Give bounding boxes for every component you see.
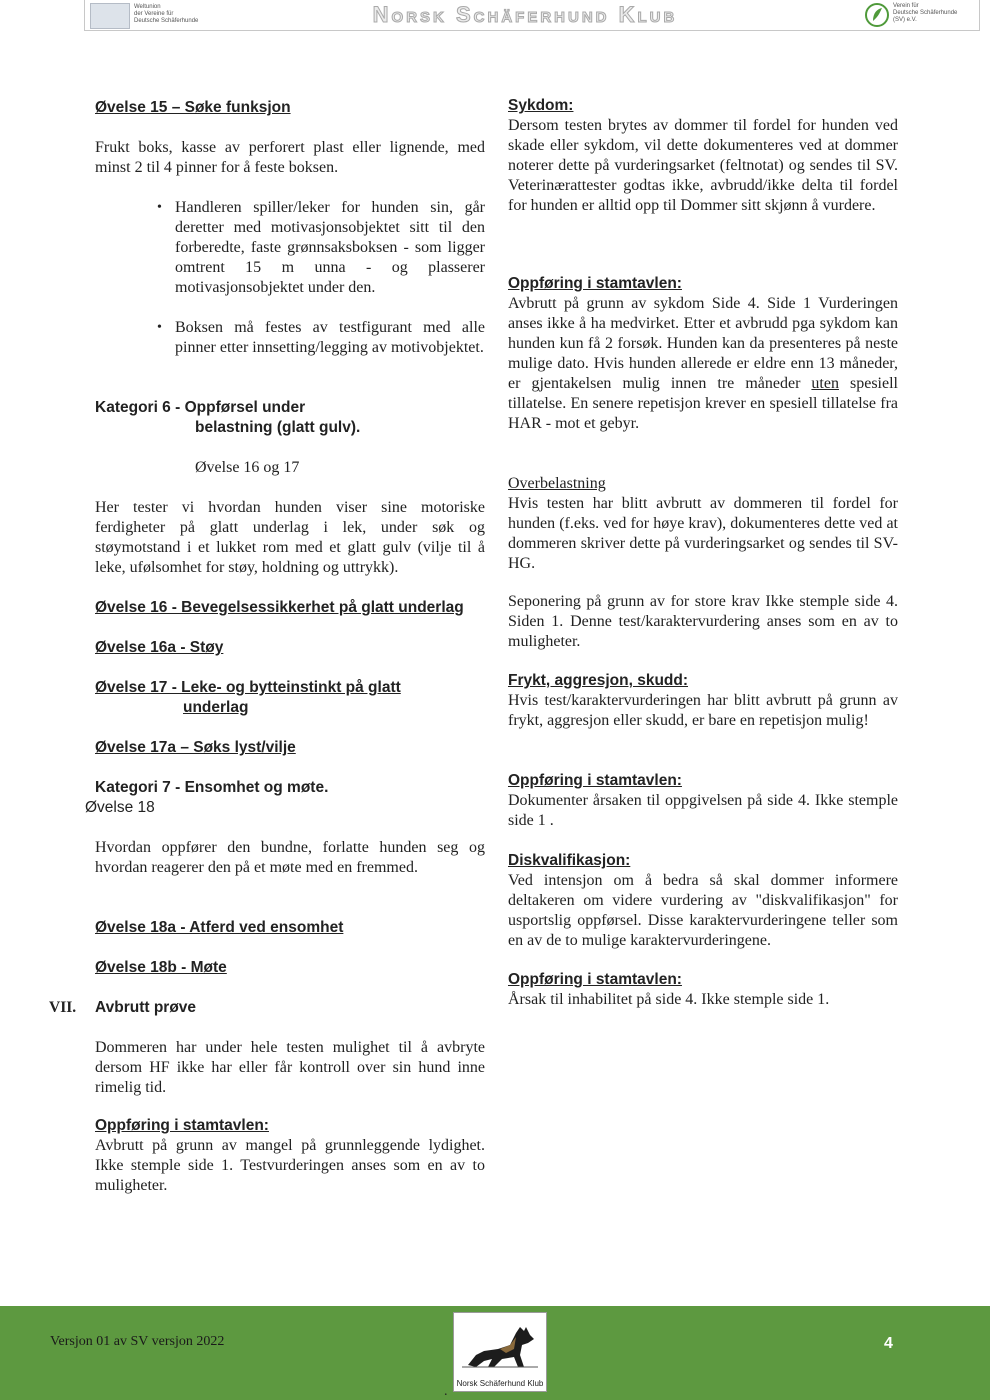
paragraph-ovelse-18: Hvordan oppfører den bundne, forlatte hunden seg og hvordan reagerer den på et møte med en fremmed. <box>95 839 485 876</box>
page-footer <box>0 1306 990 1400</box>
heading-diskvalifikasjon: Diskvalifikasjon: <box>508 852 631 869</box>
heading-oppforing-stamtavlen: Oppføring i stamtavlen: <box>508 971 682 988</box>
heading-ovelse-16: Øvelse 16 - Bevegelsessikkerhet på glatt underlag <box>95 599 464 616</box>
version-text: Versjon 01 av SV versjon 2022 <box>50 1334 225 1349</box>
bullet-icon: • <box>157 320 162 335</box>
paragraph-ovelse-15: Frukt boks, kasse av perforert plast eller lignende, med minst 2 til 4 pinner for å feste boksen. <box>95 139 485 176</box>
sv-logo-text: Verein für Deutsche Schäferhunde (SV) e.V. <box>893 3 958 23</box>
heading-frykt: Frykt, aggresjon, skudd: <box>508 672 689 689</box>
section-number: VII. <box>49 999 77 1016</box>
paragraph-ovelse-16-17: Her tester vi hvordan hunden viser sine motoriske ferdigheter på glatt underlag i lek, under søk og støymotstand i et lukket rom med et glatt gulv (vilje til å leke, ufølsomhet for støy, holdning og uttrykk). <box>95 499 485 576</box>
heading-kategori-6: Kategori 6 - Oppførsel under <box>95 399 306 416</box>
bullet-icon: • <box>157 200 162 215</box>
paragraph-oppforing-disk: Årsak til inhabilitet på side 4. Ikke stemple side 1. <box>508 991 830 1008</box>
bullet-text-1: Handleren spiller/leker for hunden sin, går deretter med motivasjonsobjektet sitt til den forberedte, faste grønnsaksboksen - som ligger omtrent 15 m unna - og plasserer motivasjonsobjektet under den. <box>175 199 485 296</box>
bullet-item <box>157 198 485 298</box>
heading-ovelse-18a: Øvelse 18a - Atferd ved ensomhet <box>95 919 344 936</box>
paragraph-oppforing-stamtavlen: Avbrutt på grunn av mangel på grunnleggende lydighet. Ikke stemple side 1. Testvurderingen anses som en av to muligheter. <box>95 1137 485 1194</box>
heading-oppforing-stamtavlen: Oppføring i stamtavlen: <box>95 1117 269 1134</box>
german-shepherd-icon <box>454 1315 546 1379</box>
paragraph-oppforing-sykdom <box>508 294 898 434</box>
heading-kategori-7: Kategori 7 - Ensomhet og møte. <box>95 779 329 796</box>
page-header <box>84 0 980 31</box>
heading-ovelse-15: Øvelse 15 – Søke funksjon <box>95 99 291 116</box>
heading-ovelse-17: Øvelse 17 - Leke- og bytteinstinkt på glatt <box>95 679 401 696</box>
heading-oppforing-stamtavlen: Oppføring i stamtavlen: <box>508 275 682 292</box>
heading-ovelse-18: Øvelse 18 <box>85 799 155 816</box>
heading-ovelse-18b: Øvelse 18b - Møte <box>95 959 227 976</box>
text-run: Avbrutt på grunn av sykdom Side 4. Side 1 Vurderingen anses ikke å ha medvirket. Etter et avbrudd pga sykdom kan hunden kun få 2 forsøk. Hunden kan da presenteres på neste mulige dato. Hvis hunden allerede er eldre enn 13 måneder, er gjentakelsen mulig innen tre måneder <box>508 295 898 392</box>
heading-avbrutt-prove: Avbrutt prøve <box>95 999 197 1016</box>
header-title: Norsk Schäferhund Klub <box>372 2 678 27</box>
heading-oppforing-stamtavlen: Oppføring i stamtavlen: <box>508 772 682 789</box>
paragraph-oppforing-frykt: Dokumenter årsaken til oppgivelsen på side 4. Ikke stemple side 1 . <box>508 792 898 829</box>
page-number: 4 <box>884 1335 893 1352</box>
heading-ovelse-16-17: Øvelse 16 og 17 <box>195 459 300 476</box>
heading-ovelse-16a: Øvelse 16a - Støy <box>95 639 224 656</box>
paragraph-sykdom: Dersom testen brytes av dommer til fordel for hunden ved skade eller sykdom, vil dette dokumenteres ved at dommer noterer dette på vurderingsarket (feltnotat) og sendes til SV. Veterinærattester godtas ikke, avbrudd/ikke delta til fordel for hunden er alltid opp til Dommer sitt skjønn å vurdere. <box>508 117 898 214</box>
logo-label: Norsk Schäferhund Klub <box>456 1379 544 1388</box>
footer-dot: . <box>444 1384 448 1399</box>
heading-ovelse-17-cont: underlag <box>183 699 249 716</box>
weltunion-emblem-icon <box>90 3 130 29</box>
sv-logo <box>865 2 975 28</box>
paragraph-avbrutt-prove: Dommeren har under hele testen mulighet til å avbryte dersom HF ikke har eller får kontroll over sin hund inne rimelig tid. <box>95 1039 485 1096</box>
paragraph-diskvalifikasjon: Ved intensjon om å bedra så skal dommer informere deltakeren om videre vurdering av "diskvalifikasjon" for usportslig oppførsel. Disse karaktervurderingene teller som en av de to mulige karaktervurderingene. <box>508 872 898 949</box>
heading-sykdom: Sykdom: <box>508 97 574 114</box>
text-run: spesiell tillatelse. En senere repetisjon krever en spesiell tillatelse fra HAR - mot et gebyr. <box>508 375 898 432</box>
heading-kategori-6-cont: belastning (glatt gulv). <box>195 419 361 436</box>
weltunion-logo-text: Weltunion der Vereine für Deutsche Schäferhunde <box>134 4 199 24</box>
sv-leaf-icon <box>865 3 889 27</box>
heading-ovelse-17a: Øvelse 17a – Søks lyst/vilje <box>95 739 296 756</box>
bullet-item <box>157 318 485 358</box>
weltunion-logo <box>88 2 238 28</box>
heading-overbelastning: Overbelastning <box>508 475 606 492</box>
underlined-word: uten <box>811 375 839 392</box>
paragraph-frykt: Hvis test/karaktervurderingen har blitt avbrutt på grunn av frykt, aggresjon eller skudd, er bare en repetisjon mulig! <box>508 692 898 729</box>
bullet-text-2: Boksen må festes av testfigurant med alle pinner etter innsetting/legging av motivobjektet. <box>175 319 485 356</box>
paragraph-overbelastning: Hvis testen har blitt avbrutt av dommeren til fordel for hunden (f.eks. ved for høye krav), dokumenteres dette ved at dommeren skriver dette på vurderingsarket og sendes til SV-HG. <box>508 495 898 572</box>
nsk-logo <box>453 1312 547 1392</box>
paragraph-seponering: Seponering på grunn av for store krav Ikke stemple side 4. Siden 1. Denne test/karaktervurdering anses som en av to muligheter. <box>508 593 898 650</box>
